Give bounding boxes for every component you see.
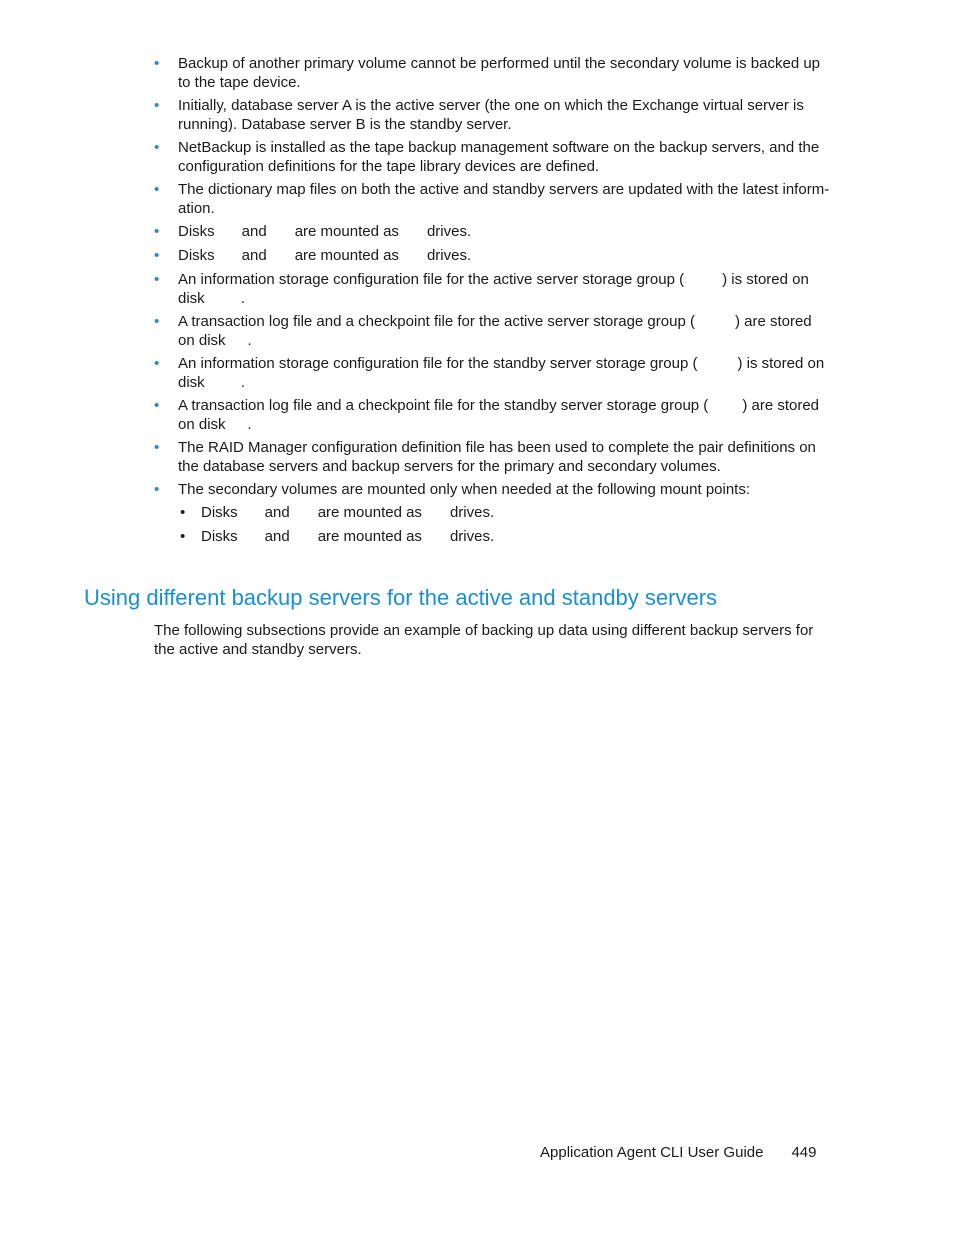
intro-paragraph: The following subsections provide an example of backing up data using different backup servers for the active and standby servers.: [154, 622, 814, 658]
bullet-icon: •: [154, 397, 160, 414]
bullet-icon: •: [154, 55, 160, 72]
bullet-icon: •: [154, 139, 160, 156]
mounted-phrase: are mounted as: [317, 528, 422, 545]
disks-word: Disks: [201, 528, 238, 545]
section-heading: Using different backup servers for the active and standby servers: [84, 585, 718, 610]
disks-word: Disks: [178, 223, 215, 240]
bullet-icon: •: [154, 271, 160, 288]
list-item: [154, 54, 830, 92]
list-item: [154, 222, 830, 241]
list-item-text: The secondary volumes are mounted only when needed at the following mount points:: [178, 481, 751, 498]
list-item-text: The RAID Manager configuration definition file has been used to complete the pair definitions on the database servers and backup servers for the primary and secondary volumes.: [178, 439, 816, 475]
sub-bullet-list: [178, 503, 830, 546]
list-item-text: A transaction log file and a checkpoint file for the standby server storage group (: [178, 397, 709, 414]
drives-word: drives.: [426, 223, 472, 240]
list-item-text: ) are stored on disk: [178, 397, 820, 433]
list-item: [154, 246, 830, 265]
mounted-phrase: are mounted as: [317, 504, 422, 521]
list-item-text: The dictionary map files on both the active and standby servers are updated with the latest information.: [178, 181, 830, 217]
bullet-icon: •: [154, 355, 160, 372]
sub-bullet-icon: •: [180, 504, 186, 521]
sub-bullet-icon: •: [180, 528, 186, 545]
list-item-text: ) is stored on disk: [178, 355, 825, 391]
list-item: [154, 396, 830, 434]
list-item: [154, 270, 830, 308]
and-word: and: [241, 223, 267, 240]
list-item-text: .: [240, 374, 245, 391]
list-item-text: NetBackup is installed as the tape backup management software on the backup servers, and the configuration definitions for the tape library devices are defined.: [178, 139, 820, 175]
list-item: [154, 438, 830, 476]
list-item-text: An information storage configuration file for the active server storage group (: [178, 271, 685, 288]
guide-title: Application Agent CLI User Guide: [540, 1144, 764, 1161]
bullet-list: [154, 54, 830, 551]
list-item-text: .: [240, 290, 245, 307]
disks-word: Disks: [201, 504, 238, 521]
disks-word: Disks: [178, 247, 215, 264]
list-item: [154, 138, 830, 176]
list-item: [154, 96, 830, 134]
list-item: [154, 180, 830, 218]
list-item-text: ) is stored on disk: [178, 271, 809, 307]
and-word: and: [241, 247, 267, 264]
drives-word: drives.: [449, 504, 495, 521]
drives-word: drives.: [426, 247, 472, 264]
bullet-icon: •: [154, 247, 160, 264]
mounted-phrase: are mounted as: [294, 247, 399, 264]
sub-list-item: [178, 527, 830, 546]
drives-word: drives.: [449, 528, 495, 545]
list-item: [154, 312, 830, 350]
list-item-text: ) are stored on disk: [178, 313, 812, 349]
bullet-icon: •: [154, 223, 160, 240]
and-word: and: [264, 504, 290, 521]
list-item-text: .: [247, 332, 252, 349]
sub-list-item: [178, 503, 830, 522]
list-item-text: An information storage configuration file for the standby server storage group (: [178, 355, 698, 372]
list-item-text: A transaction log file and a checkpoint file for the active server storage group (: [178, 313, 695, 330]
list-item-text: Backup of another primary volume cannot be performed until the secondary volume is backed up to the tape device.: [178, 55, 821, 91]
bullet-icon: •: [154, 97, 160, 114]
list-item: [154, 480, 830, 546]
bullet-icon: •: [154, 313, 160, 330]
list-item-text: .: [247, 416, 252, 433]
mounted-phrase: are mounted as: [294, 223, 399, 240]
bullet-icon: •: [154, 439, 160, 456]
bullet-icon: •: [154, 481, 160, 498]
page-number: 449: [791, 1144, 817, 1161]
list-item: [154, 354, 830, 392]
bullet-icon: •: [154, 181, 160, 198]
page-footer: [540, 1143, 817, 1163]
list-item-text: Initially, database server A is the active server (the one on which the Exchange virtual server is running). Database server B is the standby server.: [178, 97, 804, 133]
and-word: and: [264, 528, 290, 545]
